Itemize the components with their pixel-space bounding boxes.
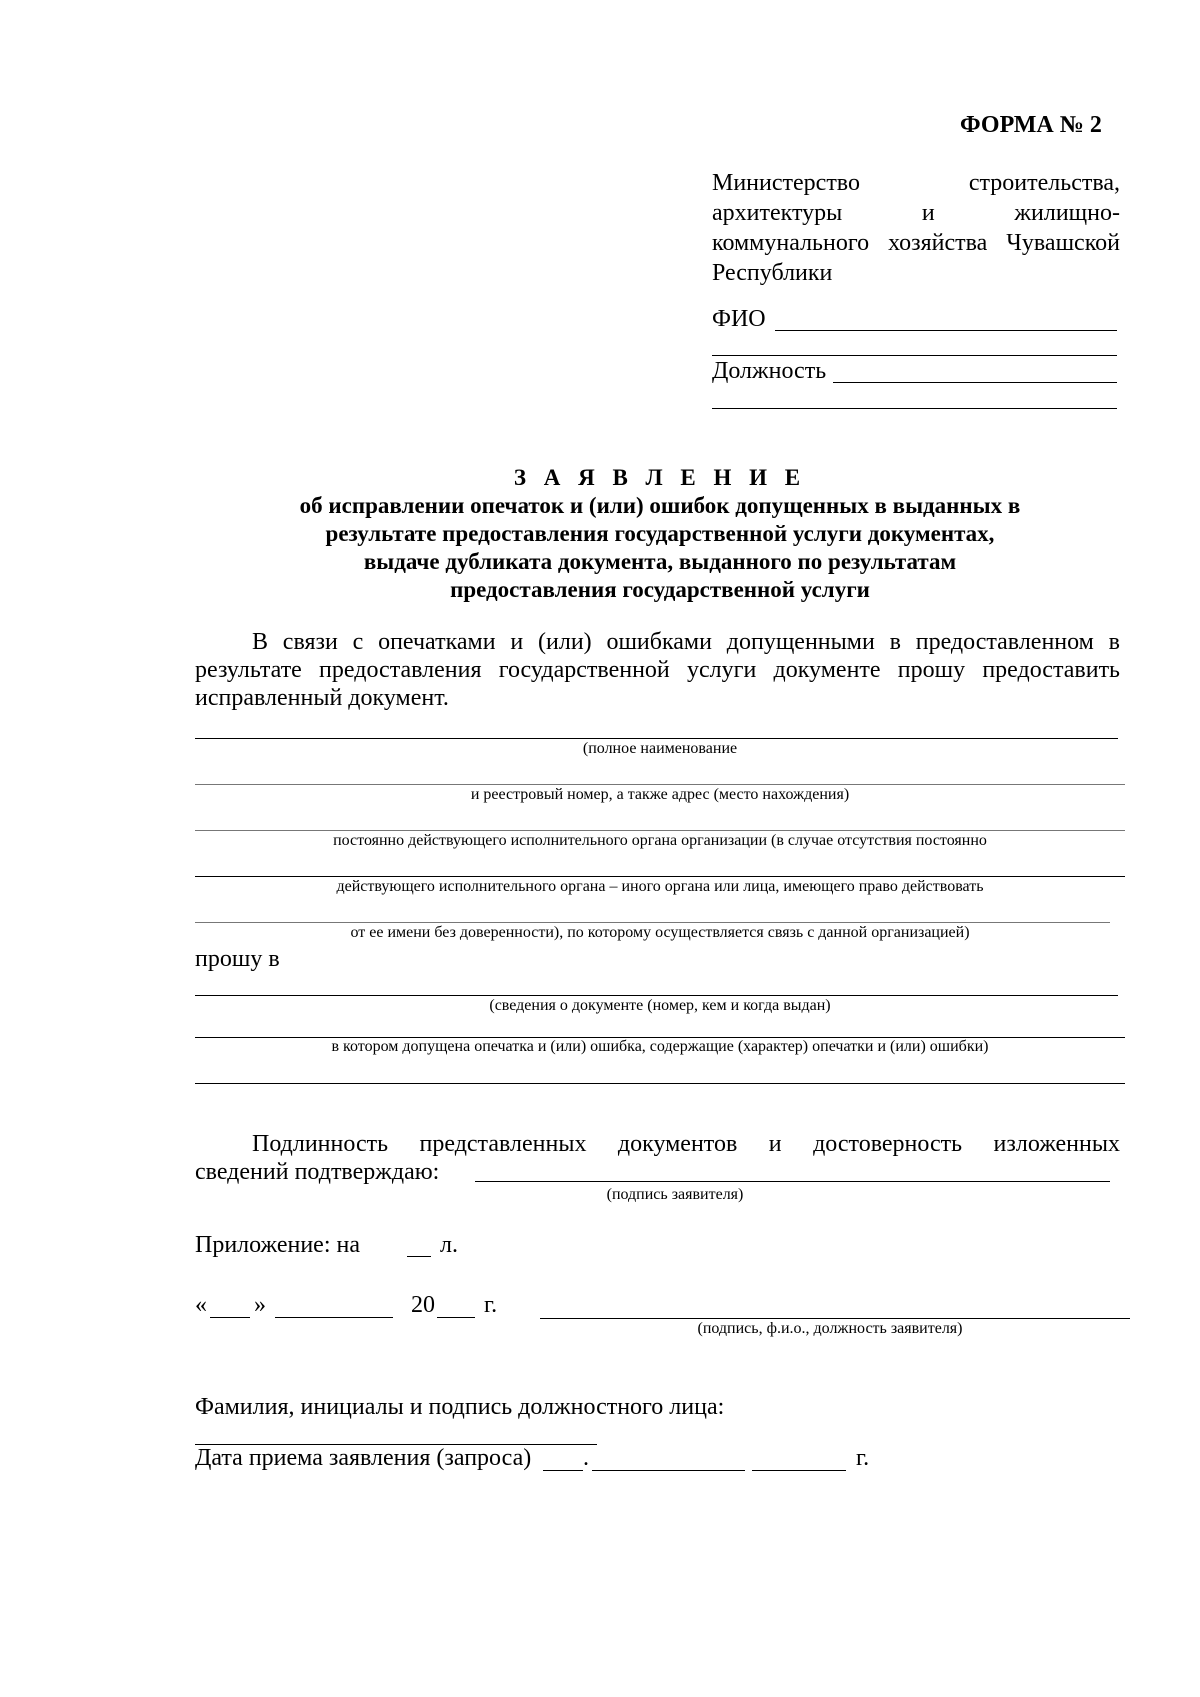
applicant-full-signature-line[interactable] — [540, 1318, 1130, 1319]
fio-label: ФИО — [712, 306, 766, 332]
document-info-line[interactable] — [195, 995, 1118, 996]
attachment-suffix: л. — [440, 1232, 458, 1258]
org-body-line[interactable] — [195, 830, 1125, 831]
document-subtitle — [180, 492, 1140, 604]
org-name-line[interactable] — [195, 738, 1118, 739]
attachment-label: Приложение: на — [195, 1232, 360, 1258]
subtitle-line-1: об исправлении опечаток и (или) ошибок допущенных в выданных в — [299, 493, 1021, 518]
receipt-date-label: Дата приема заявления (запроса) — [195, 1445, 532, 1471]
confirmation-text-line-1: Подлинность представленных документов и достоверность изложенных — [252, 1131, 1120, 1157]
position-input-line[interactable] — [833, 382, 1117, 383]
subtitle-line-2: результате предоставления государственной услуги документах, — [325, 521, 995, 546]
date-day-input[interactable] — [210, 1317, 250, 1318]
caption-full-name: (полное наименование — [582, 740, 738, 757]
date-year-input[interactable] — [437, 1317, 475, 1318]
caption-contact: от ее имени без доверенности), по которому осуществляется связь с данной организацией) — [350, 924, 970, 941]
position-label: Должность — [712, 358, 827, 384]
request-label: прошу в — [195, 946, 280, 972]
fio-input-line-2[interactable] — [712, 355, 1117, 356]
caption-document-info: (сведения о документе (номер, кем и когда выдан) — [489, 997, 831, 1014]
document-title: З А Я В Л Е Н И Е — [513, 465, 807, 490]
org-exec-line[interactable] — [195, 876, 1125, 877]
request-paragraph: В связи с опечатками и (или) ошибками допущенными в предоставленном в результате предоставления государственной услуги документе прошу предоставить исправленный документ. — [195, 629, 1120, 711]
attachment-pages-input[interactable] — [407, 1256, 431, 1257]
official-label: Фамилия, инициалы и подпись должностного лица: — [195, 1394, 725, 1420]
date-year-suffix: г. — [484, 1292, 498, 1318]
date-close-quote: » — [254, 1292, 266, 1318]
date-month-input[interactable] — [275, 1317, 393, 1318]
form-number: ФОРМА № 2 — [960, 112, 1102, 138]
caption-applicant-signature: (подпись заявителя) — [606, 1186, 744, 1203]
error-description-line-2[interactable] — [195, 1083, 1125, 1084]
addressee-block: Министерство строительства, архитектуры и жилищно-коммунального хозяйства Чувашской Республики — [712, 170, 1120, 286]
fio-input-line[interactable] — [775, 330, 1117, 331]
date-open-quote: « — [195, 1292, 207, 1318]
subtitle-line-3: выдаче дубликата документа, выданного по результатам — [363, 549, 957, 574]
applicant-signature-line[interactable] — [475, 1181, 1110, 1182]
date-year-prefix: 20 — [411, 1292, 435, 1318]
receipt-date-dot: . — [583, 1445, 589, 1471]
caption-registry: и реестровый номер, а также адрес (место нахождения) — [470, 786, 850, 803]
receipt-month-input[interactable] — [592, 1470, 745, 1471]
caption-error-description: в котором допущена опечатка и (или) ошибка, содержащие (характер) опечатки и (или) ошибки) — [331, 1038, 989, 1055]
receipt-date-suffix: г. — [856, 1445, 870, 1471]
org-registry-line[interactable] — [195, 784, 1125, 785]
caption-applicant-full-signature: (подпись, ф.и.о., должность заявителя) — [697, 1320, 963, 1337]
receipt-day-input[interactable] — [543, 1470, 583, 1471]
position-input-line-2[interactable] — [712, 408, 1117, 409]
caption-executive: постоянно действующего исполнительного органа организации (в случае отсутствия постоянно — [333, 832, 987, 849]
confirmation-text-line-2: сведений подтверждаю: — [195, 1159, 440, 1185]
subtitle-line-4: предоставления государственной услуги — [450, 577, 870, 602]
receipt-year-input[interactable] — [752, 1470, 846, 1471]
org-contact-line[interactable] — [195, 922, 1110, 923]
caption-acting: действующего исполнительного органа – иного органа или лица, имеющего право действовать — [336, 878, 984, 895]
